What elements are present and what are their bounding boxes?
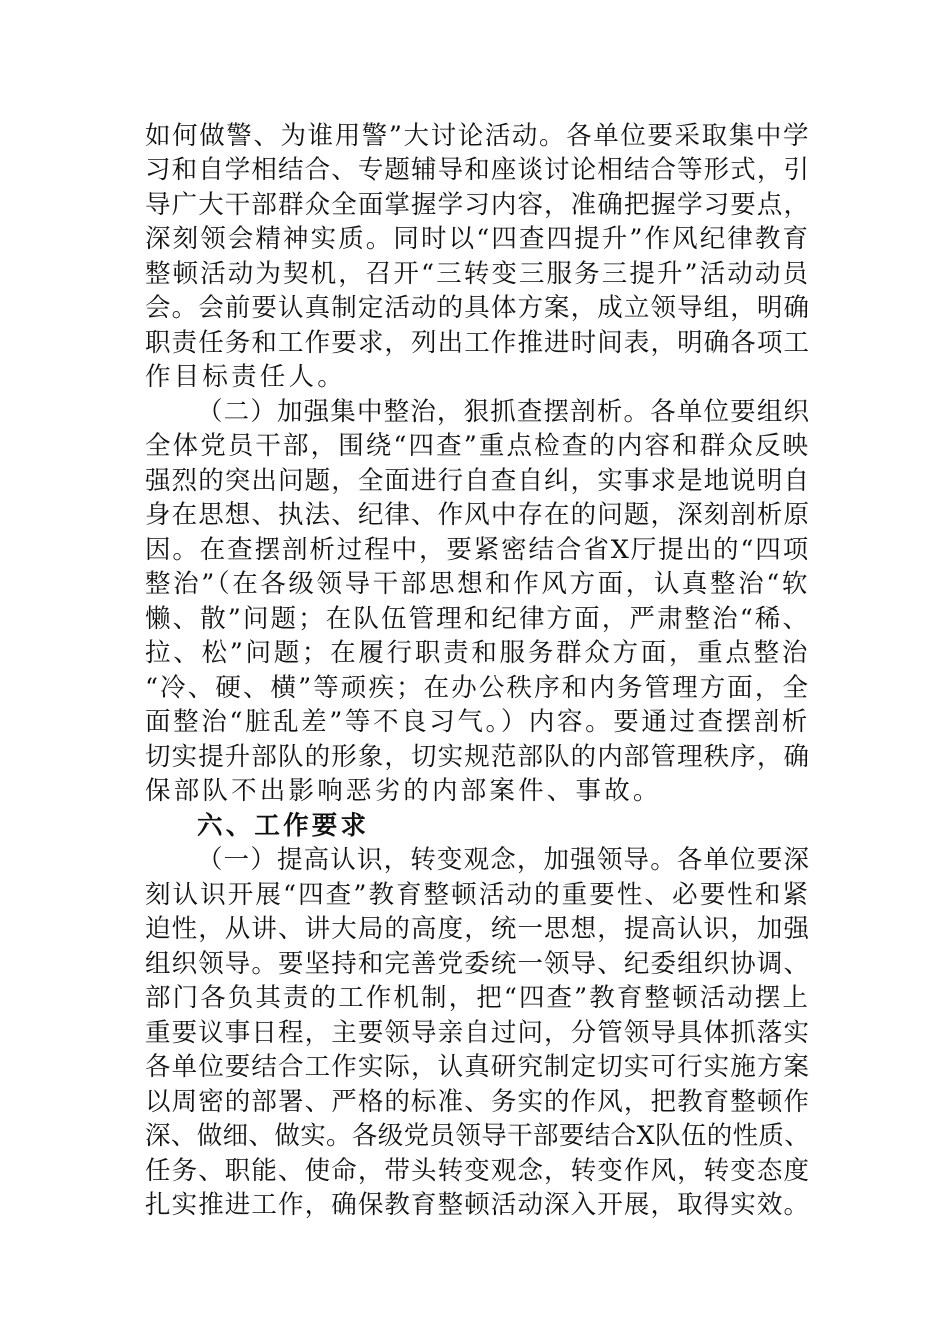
section-1-heading-line: （一）提高认识，转变观念，加强领导。各单位要深 <box>197 845 810 875</box>
text-line: 扎实推进工作，确保教育整顿活动深入开展，取得实效。 <box>145 1190 810 1220</box>
text-line: 习和自学相结合、专题辅导和座谈讨论相结合等形式，引 <box>145 155 810 185</box>
text-line: 组织领导。要坚持和完善党委统一领导、纪委组织协调、 <box>145 949 810 979</box>
text-line: 整顿活动为契机，召开“三转变三服务三提升”活动动员 <box>145 259 810 289</box>
text-line: 任务、职能、使命，带头转变观念，转变作风，转变态度 <box>145 1156 810 1186</box>
text-line: 全体党员干部，围绕“四查”重点检查的内容和群众反映 <box>145 431 810 461</box>
text-line: 深刻领会精神实质。同时以“四查四提升”作风纪律教育 <box>145 224 810 254</box>
text-line: 如何做警、为谁用警”大讨论活动。各单位要采取集中学 <box>145 121 811 151</box>
text-line: 刻认识开展“四查”教育整顿活动的重要性、必要性和紧 <box>145 880 810 910</box>
text-line: 会。会前要认真制定活动的具体方案，成立领导组，明确 <box>145 293 810 323</box>
text-line: 重要议事日程，主要领导亲自过问，分管领导具体抓落实 <box>145 1018 810 1048</box>
text-line: 面整治“脏乱差”等不良习气。）内容。要通过查摆剖析 <box>145 707 810 737</box>
text-line: 懒、散”问题；在队伍管理和纪律方面，严肃整治“稀、 <box>145 604 810 634</box>
text-line: 各单位要结合工作实际，认真研究制定切实可行实施方案 <box>145 1052 810 1082</box>
text-line: 因。在查摆剖析过程中，要紧密结合省X厅提出的“四项 <box>145 535 810 565</box>
text-line: “冷、硬、横”等顽疾；在办公秩序和内务管理方面，全 <box>145 673 810 703</box>
text-line: 作目标责任人。 <box>145 362 346 392</box>
text-line: 深、做细、做实。各级党员领导干部要结合X队伍的性质、 <box>145 1121 810 1151</box>
text-line: 部门各负其责的工作机制，把“四查”教育整顿活动摆上 <box>145 983 810 1013</box>
section-heading: 六、工作要求 <box>197 811 370 841</box>
text-line: 以周密的部署、严格的标准、务实的作风，把教育整顿作 <box>145 1087 810 1117</box>
text-line: 拉、松”问题；在履行职责和服务群众方面，重点整治 <box>145 638 810 668</box>
text-line: 迫性，从讲、讲大局的高度，统一思想，提高认识，加强 <box>145 914 810 944</box>
text-line: 导广大干部群众全面掌握学习内容，准确把握学习要点， <box>145 190 810 220</box>
text-line: 身在思想、执法、纪律、作风中存在的问题，深刻剖析原 <box>145 500 810 530</box>
text-line: 职责任务和工作要求，列出工作推进时间表，明确各项工 <box>145 328 810 358</box>
text-line: 强烈的突出问题，全面进行自查自纠，实事求是地说明自 <box>145 466 810 496</box>
text-line: 整治”（在各级领导干部思想和作风方面，认真整治“软 <box>145 569 810 599</box>
section-2-heading-line: （二）加强集中整治，狠抓查摆剖析。各单位要组织 <box>197 397 810 427</box>
text-line: 切实提升部队的形象，切实规范部队的内部管理秩序，确 <box>145 742 810 772</box>
text-line: 保部队不出影响恶劣的内部案件、事故。 <box>145 776 662 806</box>
